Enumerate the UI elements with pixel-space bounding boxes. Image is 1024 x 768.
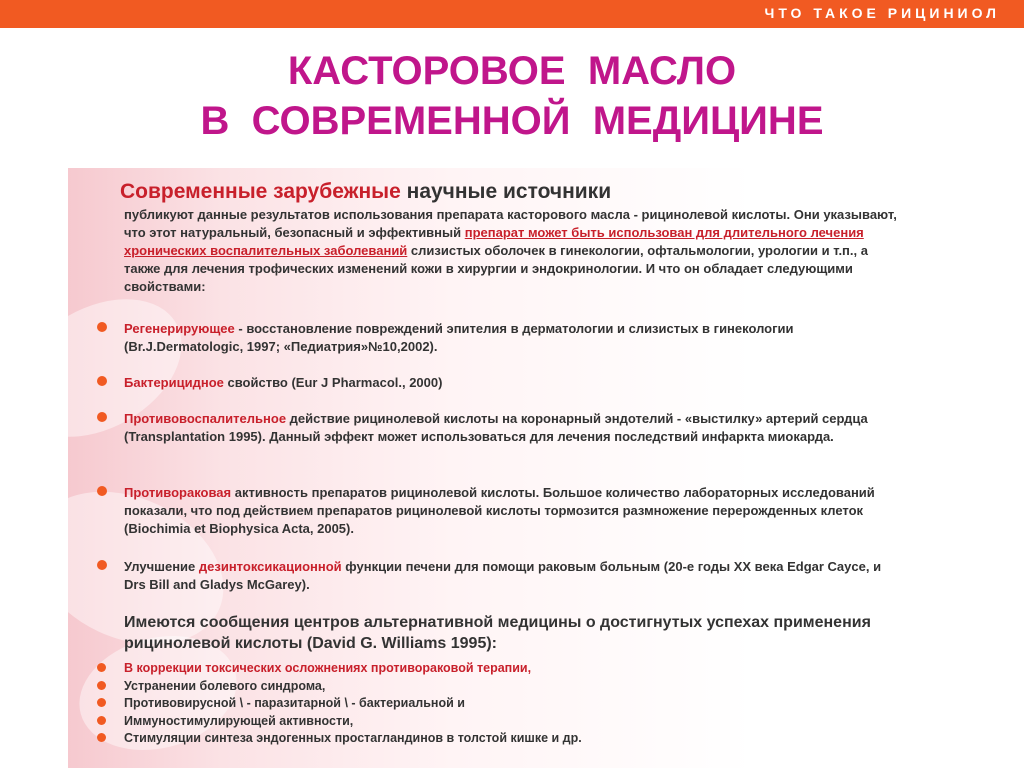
- bullet-dot-icon: [97, 698, 106, 707]
- bullet-anticancer: [124, 484, 884, 538]
- title-line-1: КАСТОРОВОЕ МАСЛО: [287, 49, 737, 93]
- bullet-keyword: Регенерирующее: [124, 321, 235, 336]
- bullet-keyword: дезинтоксикационной: [198, 559, 342, 574]
- bullet-dot-icon: [97, 733, 106, 742]
- bullet-text: действие рицинолевой кислоты на коронарный эндотелий - «выстилку» артерий сердца (Transplantation 1995). Данный эффект может использоваться для лечения последствий инфаркта миокарда.: [124, 411, 868, 444]
- bullet-text: - восстановление повреждений эпителия в дерматологии и слизистых в гинекологии (Br.J.Dermatologic, 1997; «Педиатрия»№10,2002).: [124, 321, 794, 354]
- bullet-keyword: Противораковая: [124, 485, 232, 500]
- bullet-dot-icon: [97, 486, 107, 496]
- bullet-dot-icon: [97, 322, 107, 332]
- list-item: Противовирусной \ - паразитарной \ - бактериальной и: [124, 695, 824, 713]
- bullet-bactericidal: [124, 374, 884, 392]
- bullet-keyword: Противовоспалительное: [124, 411, 287, 426]
- bullet-text: функции печени для помощи раковым больным (20-е годы XX века Edgar Cayce, и Drs Bill and Gladys McGarey).: [124, 559, 882, 592]
- alt-medicine-heading: Имеются сообщения центров альтернативной медицины о достигнутых успехах применения рицинолевой кислоты (David G. Williams 1995):: [124, 614, 871, 652]
- header-bar: [0, 0, 1024, 28]
- list-item: Стимуляции синтеза эндогенных простагландинов в толстой кишке и др.: [124, 730, 824, 748]
- bullet-keyword: Бактерицидное: [124, 375, 224, 390]
- bullet-dot-icon: [97, 681, 106, 690]
- section-label: ЧТО ТАКОЕ РИЦИНИОЛ: [764, 5, 1000, 21]
- bullet-dot-icon: [97, 716, 106, 725]
- list-item: Иммуностимулирующей активности,: [124, 713, 824, 731]
- bullet-dot-icon: [97, 412, 107, 422]
- bullet-dot-icon: [97, 376, 107, 386]
- intro-text-1: публикуют данные результатов использования препарата касторового масла - рицинолевой кислоты. Они указывают, что этот натуральный, безопасный и эффективный: [124, 207, 897, 240]
- page-title: [0, 46, 1024, 146]
- bullet-anti-inflammatory: [124, 410, 884, 446]
- heading-rest: научные источники: [400, 180, 612, 203]
- bullet-regenerating: [124, 320, 884, 356]
- heading-highlight: Современные зарубежные: [120, 180, 401, 203]
- intro-paragraph: [124, 206, 904, 296]
- section-heading: [120, 180, 611, 204]
- bullet-text: свойство (Eur J Pharmacol., 2000): [223, 375, 443, 390]
- title-line-2: В СОВРЕМЕННОЙ МЕДИЦИНЕ: [200, 99, 824, 143]
- list-item: В коррекции токсических осложнениях противораковой терапии,: [124, 660, 824, 678]
- intro-highlight: препарат может быть использован для длительного лечения хронических воспалительных заболеваний: [124, 225, 864, 258]
- bullet-prefix: Улучшение: [124, 559, 199, 574]
- intro-text-2: слизистых оболочек в гинекологии, офтальмологии, урологии и т.п., а также для лечения трофических изменений кожи в хирургии и эндокринологии. И что он обладает следующими свойствами:: [124, 243, 868, 294]
- bullet-text: активность препаратов рицинолевой кислоты. Большое количество лабораторных исследований показали, что под действием препаратов рицинолевой кислоты тормозится размножение перерожденных клеток (Biochimia et Biophysica Acta, 2005).: [124, 485, 875, 536]
- content-panel: [68, 168, 924, 768]
- bullet-dot-icon: [97, 560, 107, 570]
- bullet-dot-icon: [97, 663, 106, 672]
- bullet-detox: [124, 558, 884, 594]
- list-item: Устранении болевого синдрома,: [124, 678, 824, 696]
- alt-medicine-list: [124, 660, 824, 748]
